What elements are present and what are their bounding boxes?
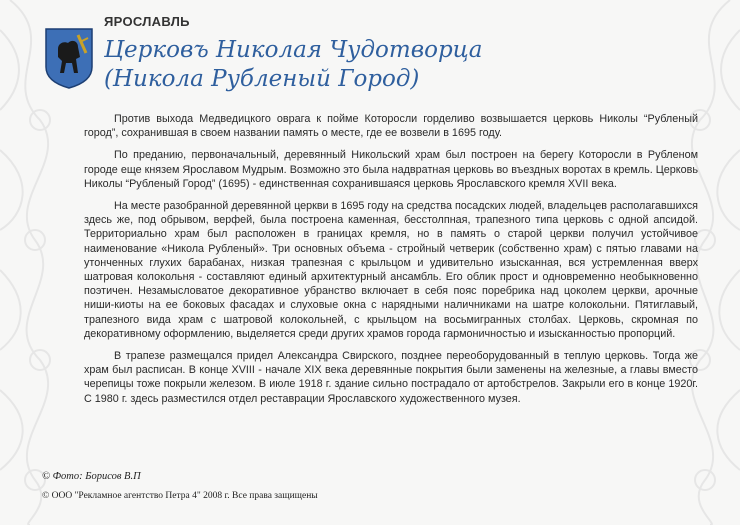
- paragraph-2: По преданию, первоначальный, деревянный Никольский храм был построен на берегу Которосли в Рубленом городе еще князем Ярославом Мудрым. Возможно это была надвратная церковь во въездных воротах в кремль. Церковь Николы “Рубленый Город” (1695) - единственная сохранившаяся церковь Ярославского кремля XVII века.: [84, 149, 698, 190]
- article-body: [84, 112, 698, 414]
- page-title: [104, 36, 482, 94]
- paragraph-4: В трапезе размещался придел Александра Свирского, позднее переоборудованный в теплую церковь. Тогда же храм был расписан. В конце XVIII - начале XIX века деревянные покрытия были заменены на железные, а главы вместо черепицы тоже покрыли железом. В июле 1918 г. здание сильно пострадало от артобстрелов. Закрыли его в конце 1920г. С 1980 г. здесь разместился отдел реставрации Ярославского художественного музея.: [84, 350, 698, 405]
- title-line-1: Церковъ Николая Чудотворца: [104, 37, 483, 63]
- yaroslavl-coat-of-arms-icon: [44, 27, 94, 89]
- photo-credit: © Фото: Борисов В.П: [42, 471, 141, 482]
- copyright-notice: © ООО "Рекламное агентство Петра 4" 2008 г. Все права защищены: [42, 491, 318, 501]
- title-line-2: (Никола Рубленый Город): [104, 66, 420, 92]
- city-name: ЯРОСЛАВЛЬ: [104, 14, 190, 29]
- paragraph-1: Против выхода Медведицкого оврага к пойме Которосли горделиво возвышается церковь Николы “Рубленый город”, сохранившая в своем названии память о месте, где ее возвели в 1695 году.: [84, 113, 698, 140]
- paragraph-3: На месте разобранной деревянной церкви в 1695 году на средства посадских людей, владельцев располагавшихся здесь же, под обрывом, верфей, была построена каменная, бесстолпная, трапезного типа церковь с одной апсидой. Территориально храм был расположен в границах кремля, но в память о старой церкви получил устойчивое наименование «Никола Рубленый». Три основных объема - стройный четверик (собственно храм) с пятью главами на утонченных глухих барабанах, низкая трапезная с крыльцом и удивительно изысканная, вся устремленная вверх шатровая колокольня - составляют единый архитектурный ансамбль. Его облик прост и одновременно необыкновенно поэтичен. Незамысловатое декоративное убранство включает в себя пояс поребрика над цоколем церкви, арочные ниши-киоты на ее боковых фасадах и слуховые окна с нарядными наличниками на шатре колокольни. Пятиглавый, трапезного вида храм с шатровой колокольней, с крыльцом на восьмигранных столбах. Церковь, скромная по декоративному оформлению, выделяется среди других храмов города гармоничностью и изысканностью пропорций.: [84, 200, 699, 340]
